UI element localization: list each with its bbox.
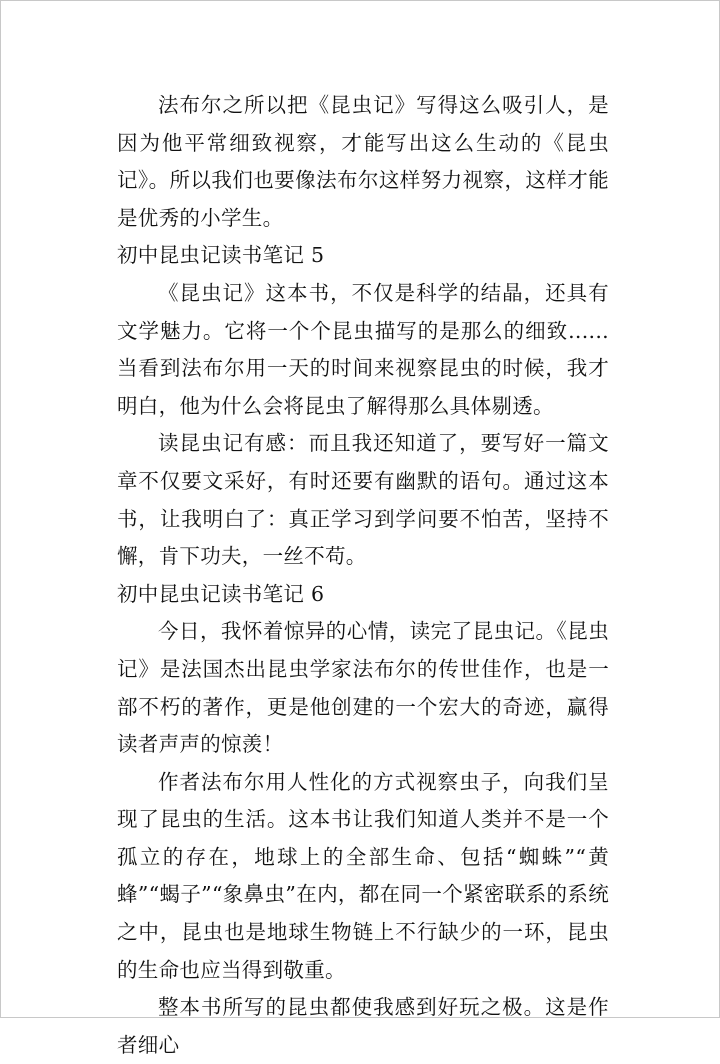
- section-heading: 初中昆虫记读书笔记 6: [117, 581, 325, 606]
- paragraph: 法布尔之所以把《昆虫记》写得这么吸引人，是因为他平常细致视察，才能写出这么生动的《昆虫记》。所以我们也要像法布尔这样努力视察，这样才能是优秀的小学生。: [117, 93, 609, 230]
- section-heading: 初中昆虫记读书笔记 5: [117, 243, 325, 268]
- paragraph: 整本书所写的昆虫都使我感到好玩之极。这是作者细心: [117, 995, 609, 1057]
- paragraph: 读昆虫记有感：而且我还知道了，要写好一篇文章不仅要文采好，有时还要有幽默的语句。通过这本书，让我明白了：真正学习到学问要不怕苦，坚持不懈，肯下功夫，一丝不苟。: [117, 431, 609, 569]
- paragraph: 作者法布尔用人性化的方式视察虫子，向我们呈现了昆虫的生活。这本书让我们知道人类并不是一个孤立的存在，地球上的全部生命、包括“蜘蛛”“黄蜂”“蝎子”“象鼻虫”在内，都在同一个紧密联系的系统之中，昆虫也是地球生物链上不行缺少的一环，昆虫的生命也应当得到敬重。: [117, 769, 609, 982]
- document-body: [117, 87, 609, 1064]
- paragraph: 今日，我怀着惊异的心情，读完了昆虫记。《昆虫记》是法国杰出昆虫学家法布尔的传世佳作，也是一部不朽的著作，更是他创建的一个宏大的奇迹，赢得读者声声的惊羡！: [117, 619, 609, 757]
- paragraph: 《昆虫记》这本书，不仅是科学的结晶，还具有文学魅力。它将一个个昆虫描写的是那么的细致......当看到法布尔用一天的时间来视察昆虫的时候，我才明白，他为什么会将昆虫了解得那么具体剔透。: [117, 280, 609, 418]
